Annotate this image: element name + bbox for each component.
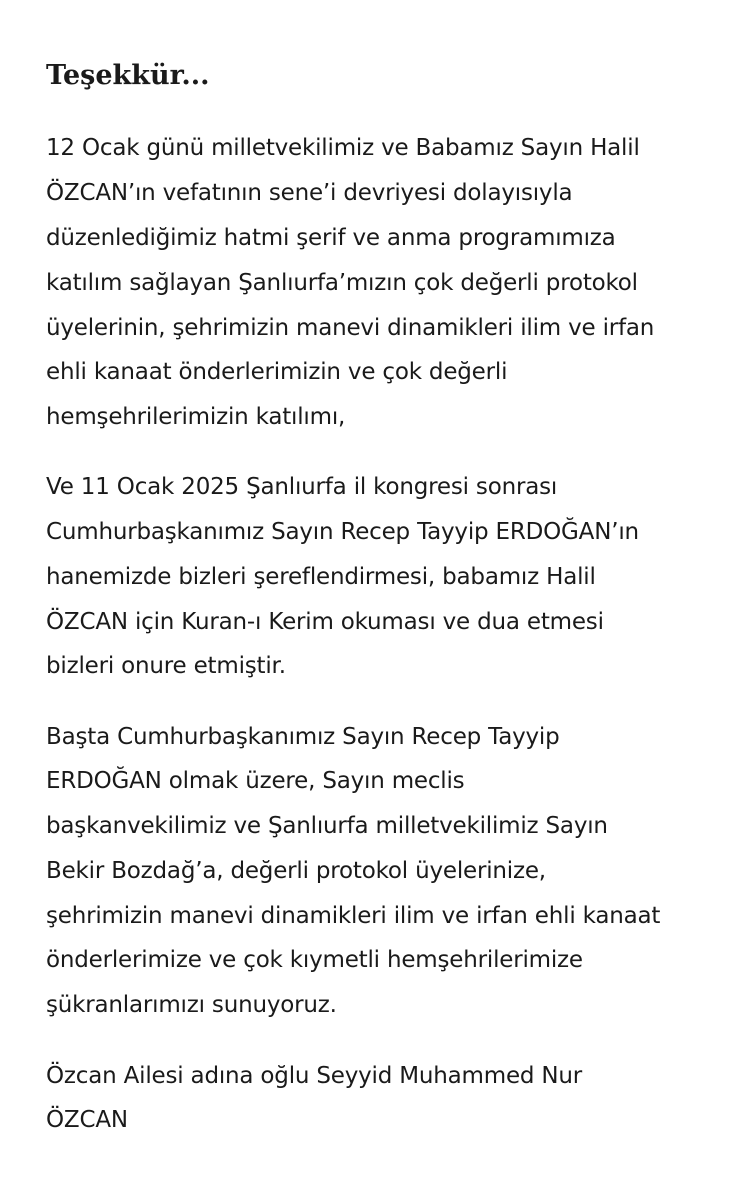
- paragraph-2-line: hanemizde bizleri şereflendirmesi, babamız Halil: [46, 564, 596, 590]
- signature-line: ÖZCAN: [46, 1107, 128, 1133]
- paragraph-1-line: ÖZCAN’ın vefatının sene’i devriyesi dolayısıyla: [46, 180, 573, 206]
- paragraph-3-line: başkanvekilimiz ve Şanlıurfa milletvekilimiz Sayın: [46, 813, 608, 839]
- signature-line: Özcan Ailesi adına oğlu Seyyid Muhammed Nur: [46, 1063, 583, 1089]
- paragraph-2-line: Ve 11 Ocak 2025 Şanlıurfa il kongresi sonrası: [46, 474, 558, 500]
- paragraph-3-line: önderlerimize ve çok kıymetli hemşehrilerimize: [46, 947, 583, 973]
- paragraph-1-line: üyelerinin, şehrimizin manevi dinamikleri ilim ve irfan: [46, 315, 655, 341]
- paragraph-2-line: bizleri onure etmiştir.: [46, 653, 286, 679]
- paragraph-3-line: Başta Cumhurbaşkanımız Sayın Recep Tayyip: [46, 724, 560, 750]
- paragraph-3-line: şükranlarımızı sunuyoruz.: [46, 992, 337, 1018]
- paragraph-2-line: ÖZCAN için Kuran-ı Kerim okuması ve dua etmesi: [46, 609, 604, 635]
- paragraph-1-line: düzenlediğimiz hatmi şerif ve anma programımıza: [46, 225, 616, 251]
- paragraph-1-line: hemşehrilerimizin katılımı,: [46, 404, 346, 430]
- letter-title: Teşekkür...: [46, 60, 210, 91]
- paragraph-1-line: ehli kanaat önderlerimizin ve çok değerli: [46, 359, 508, 385]
- paragraph-3-line: şehrimizin manevi dinamikleri ilim ve irfan ehli kanaat: [46, 903, 661, 929]
- paragraph-2-line: Cumhurbaşkanımız Sayın Recep Tayyip ERDOĞAN’ın: [46, 519, 639, 545]
- paragraph-1-line: katılım sağlayan Şanlıurfa’mızın çok değerli protokol: [46, 270, 638, 296]
- paragraph-3-line: ERDOĞAN olmak üzere, Sayın meclis: [46, 768, 465, 794]
- paragraph-1-line: 12 Ocak günü milletvekilimiz ve Babamız Sayın Halil: [46, 135, 640, 161]
- paragraph-3-line: Bekir Bozdağ’a, değerli protokol üyelerinize,: [46, 858, 546, 884]
